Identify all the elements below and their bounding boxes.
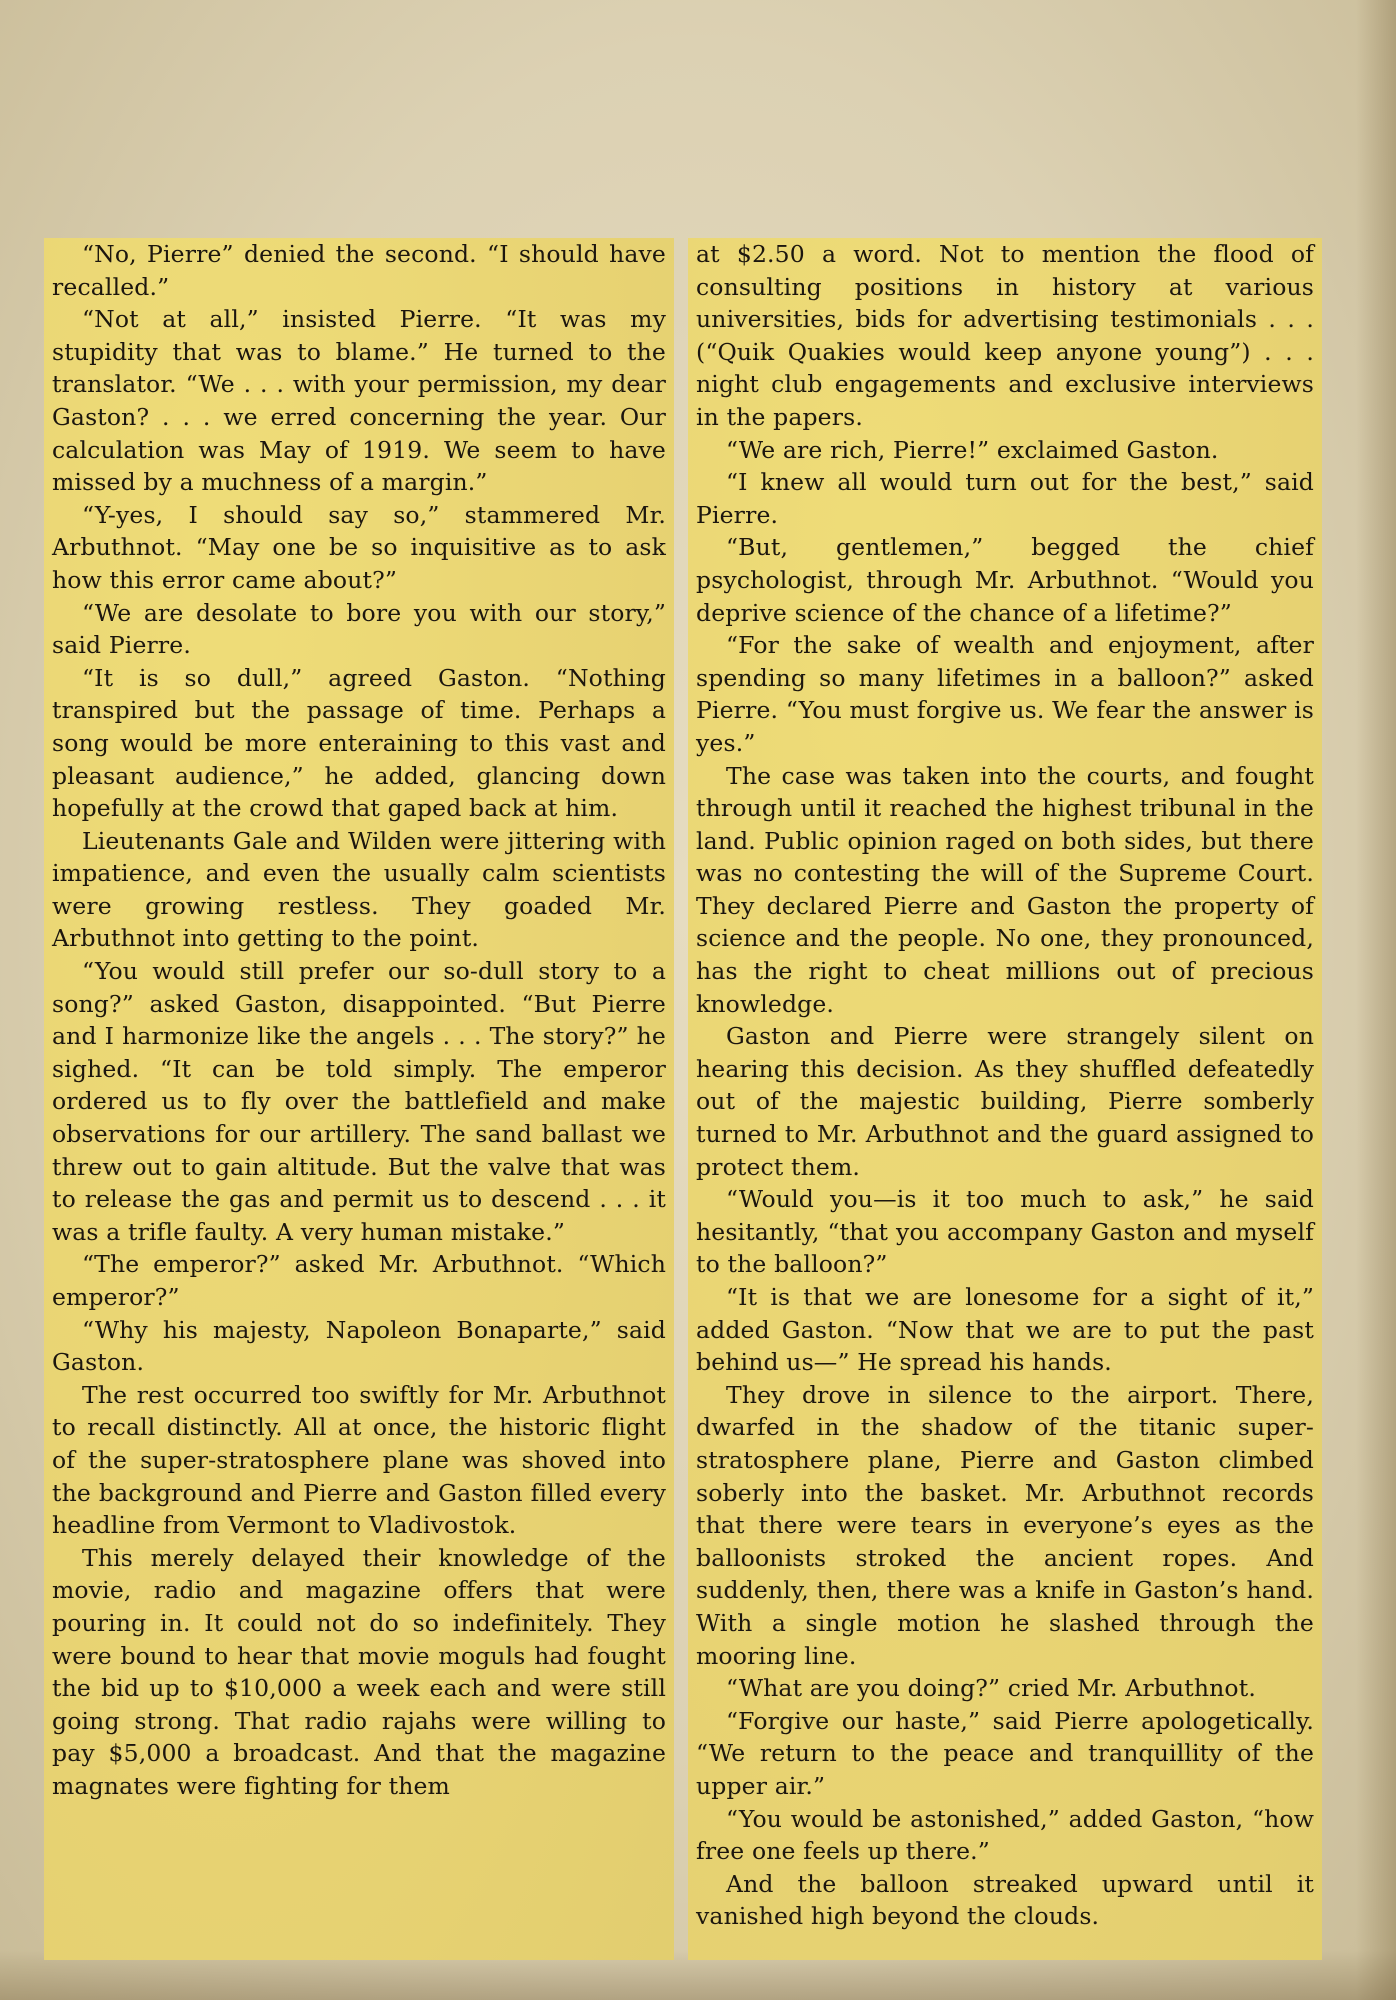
paragraph: “For the sake of wealth and enjoyment, after spending so many lifetimes in a balloon?” asked Pierre. “You must forgive us. We fear the answer is yes.” bbox=[696, 631, 1314, 757]
paragraph-continued: at $2.50 a word. Not to mention the flood of consulting positions in history at various universities, bids for advertising testimonials . . . (“Quik Quakies would keep anyone young”) . . . night club engagements and exclusive interviews in the papers. bbox=[696, 240, 1314, 431]
text-column-right bbox=[688, 238, 1322, 1960]
text-column-left bbox=[44, 238, 674, 1960]
paragraph: “Would you—is it too much to ask,” he said hesitantly, “that you accompany Gaston and myself to the balloon?” bbox=[696, 1185, 1314, 1279]
paragraph: “You would still prefer our so-dull story to a song?” asked Gaston, disappointed. “But Pierre and I harmonize like the angels . . . The story?” he sighed. “It can be told simply. The emperor ordered us to fly over the battlefield and make observations for our artillery. The sand ballast we threw out to gain altitude. But the valve that was to release the gas and permit us to descend . . . it was a trifle faulty. A very human mistake.” bbox=[52, 957, 666, 1246]
paragraph: “Not at all,” insisted Pierre. “It was my stupidity that was to blame.” He turned to the translator. “We . . . with your permission, my dear Gaston? . . . we erred concerning the year. Our calculation was May of 1919. We seem to have missed by a muchness of a margin.” bbox=[52, 305, 666, 497]
paragraph: “Forgive our haste,” said Pierre apologetically. “We return to the peace and tranquillity of the upper air.” bbox=[696, 1706, 1314, 1800]
paragraph: Lieutenants Gale and Wilden were jittering with impatience, and even the usually calm scientists were growing restless. They goaded Mr. Arbuthnot into getting to the point. bbox=[52, 826, 666, 953]
paragraph: “It is so dull,” agreed Gaston. “Nothing transpired but the passage of time. Perhaps a song would be more enteraining to this vast and pleasant audience,” he added, glancing down hopefully at the crowd that gaped back at him. bbox=[52, 663, 666, 823]
paragraph: “No, Pierre” denied the second. “I should have recalled.” bbox=[52, 240, 666, 301]
paragraph: And the balloon streaked upward until it vanished high beyond the clouds. bbox=[696, 1869, 1314, 1931]
paragraph: “We are desolate to bore you with our story,” said Pierre. bbox=[52, 598, 666, 660]
paragraph: “We are rich, Pierre!” exclaimed Gaston. bbox=[726, 435, 1219, 464]
paragraph: “What are you doing?” cried Mr. Arbuthnot. bbox=[726, 1674, 1256, 1703]
paragraph: “I knew all would turn out for the best,” said Pierre. bbox=[696, 468, 1314, 529]
paragraph: The case was taken into the courts, and fought through until it reached the highest tribunal in the land. Public opinion raged on both sides, but there was no contesting the will of the Supreme Court. They declared Pierre and Gaston the property of science and the people. No one, they pronounced, has the right to cheat millions out of precious knowledge. bbox=[696, 761, 1314, 1018]
paragraph: Gaston and Pierre were strangely silent on hearing this decision. As they shuffled defeatedly out of the majestic building, Pierre somberly turned to Mr. Arbuthnot and the guard assigned to protect them. bbox=[696, 1022, 1314, 1181]
paragraph: “Why his majesty, Napoleon Bonaparte,” said Gaston. bbox=[52, 1315, 666, 1377]
paragraph: “It is that we are lonesome for a sight of it,” added Gaston. “Now that we are to put the past behind us—” He spread his hands. bbox=[696, 1283, 1314, 1377]
paragraph: “The emperor?” asked Mr. Arbuthnot. “Which emperor?” bbox=[52, 1250, 666, 1311]
paragraph: This merely delayed their knowledge of the movie, radio and magazine offers that were pouring in. It could not do so indefinitely. They were bound to hear that movie moguls had fought the bid up to $10,000 a week each and were still going strong. That radio rajahs were willing to pay $5,000 a broadcast. And that the magazine magnates were fighting for them bbox=[52, 1543, 666, 1800]
paragraph: “Y-yes, I should say so,” stammered Mr. Arbuthnot. “May one be so inquisitive as to ask how this error came about?” bbox=[52, 500, 666, 594]
paragraph: They drove in silence to the airport. There, dwarfed in the shadow of the titanic super-stratosphere plane, Pierre and Gaston climbed soberly into the basket. Mr. Arbuthnot records that there were tears in everyone’s eyes as the balloonists stroked the ancient ropes. And suddenly, then, there was a knife in Gaston’s hand. With a single motion he slashed through the mooring line. bbox=[696, 1380, 1314, 1670]
page-edge-shadow bbox=[1356, 0, 1396, 2000]
paragraph: The rest occurred too swiftly for Mr. Arbuthnot to recall distinctly. All at once, the historic flight of the super-stratosphere plane was shoved into the background and Pierre and Gaston filled every headline from Vermont to Vladivostok. bbox=[52, 1380, 666, 1540]
paragraph: “You would be astonished,” added Gaston, “how free one feels up there.” bbox=[696, 1804, 1314, 1866]
paragraph: “But, gentlemen,” begged the chief psychologist, through Mr. Arbuthnot. “Would you deprive science of the chance of a lifetime?” bbox=[696, 533, 1314, 627]
